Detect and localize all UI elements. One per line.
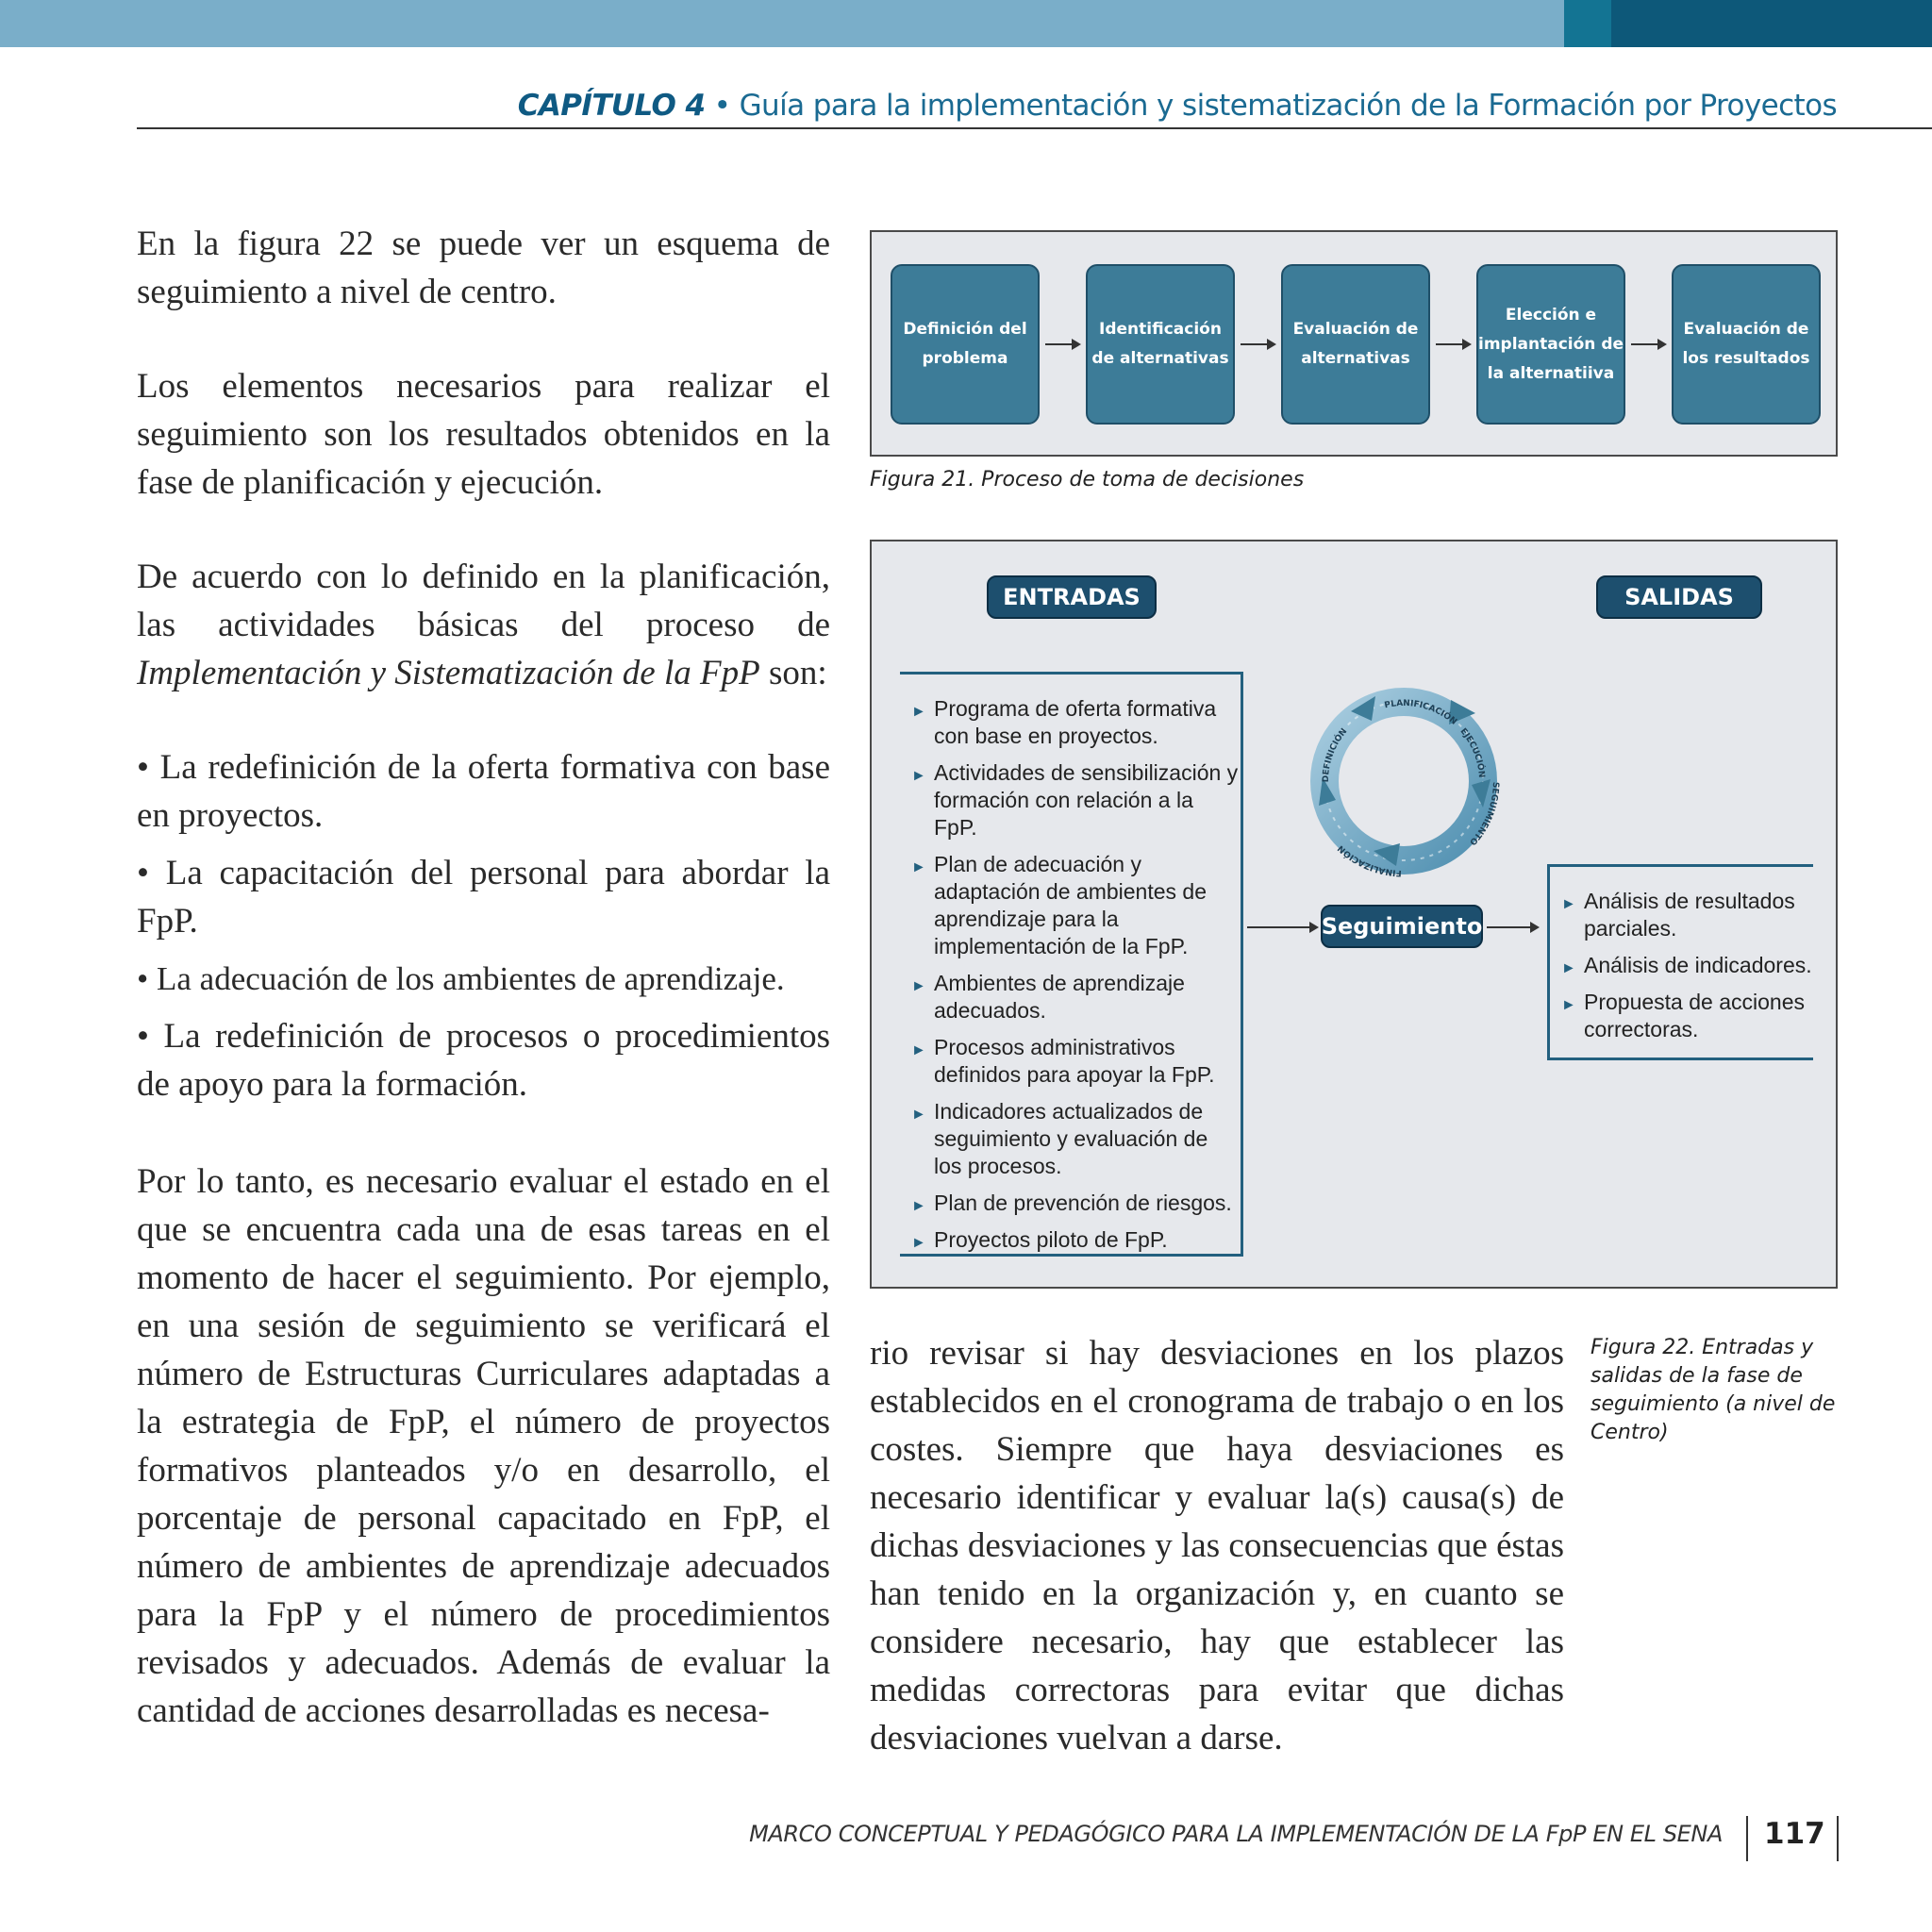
output-item bbox=[1550, 888, 1813, 942]
input-item-text: Proyectos piloto de FpP. bbox=[934, 1227, 1168, 1252]
bullet-text: La redefinición de la oferta formativa con base en proyectos. bbox=[137, 748, 830, 835]
bullet-item bbox=[137, 1012, 830, 1108]
output-item bbox=[1550, 952, 1813, 979]
page-number: 117 bbox=[1764, 1817, 1825, 1851]
header-rule bbox=[137, 127, 1932, 129]
figure-21-caption: Figura 21. Proceso de toma de decisiones bbox=[870, 468, 1305, 491]
figure-21-decision-process bbox=[870, 230, 1838, 457]
bullet-dot: • bbox=[137, 1017, 149, 1056]
cycle-label-seguimiento: SEGUIMIENTO bbox=[1467, 781, 1501, 847]
bullet-triangle-icon: ► bbox=[1561, 896, 1576, 912]
input-item-text: Plan de prevención de riesgos. bbox=[934, 1191, 1232, 1215]
paragraph-2: Los elementos necesarios para realizar el seguimiento son los resultados obtenidos en la fase de planificación y ejecución. bbox=[137, 367, 830, 502]
bullet-triangle-icon: ► bbox=[1561, 960, 1576, 976]
bullet-dot: • bbox=[137, 960, 149, 997]
bullet-triangle-icon: ► bbox=[911, 1235, 926, 1251]
footer-title: MARCO CONCEPTUAL Y PEDAGÓGICO PARA LA IMPLEMENTACIÓN DE LA FpP EN EL SENA bbox=[749, 1821, 1723, 1847]
output-item-text: Análisis de indicadores. bbox=[1584, 953, 1812, 977]
paragraph-3 bbox=[137, 553, 830, 697]
top-bar-light bbox=[0, 0, 1564, 47]
seguimiento-pill: Seguimiento bbox=[1321, 905, 1483, 948]
paragraph-3-start: De acuerdo con lo definido en la planificación, las actividades básicas del proceso de bbox=[137, 558, 830, 644]
input-item bbox=[900, 1226, 1241, 1254]
output-item-text: Propuesta de acciones correctoras. bbox=[1584, 990, 1805, 1041]
bullet-dot: • bbox=[137, 748, 149, 787]
step-box-5: Evaluación de los resultados bbox=[1672, 264, 1821, 425]
running-header bbox=[518, 89, 1837, 123]
cycle-diagram bbox=[1291, 668, 1517, 894]
input-item bbox=[900, 1098, 1241, 1180]
header-separator: • bbox=[705, 89, 740, 123]
arrow-right-icon bbox=[1436, 343, 1470, 345]
paragraph-4: Por lo tanto, es necesario evaluar el estado en el que se encuentra cada una de esas tareas en el momento de hacer el seguimiento. Por ejemplo, en una sesión de seguimiento se verificará el número de Estructuras Curriculares adaptadas a la estrategia de FpP, el número de proyectos formativos planteados y/o en desarrollo, el porcentaje de personal capacitado en FpP, el número de ambientes de aprendizaje adecuados para la FpP y el número de procedimientos revisados y adecuados. Además de evaluar la cantidad de acciones desarrolladas es necesa- bbox=[137, 1162, 830, 1730]
bullet-list bbox=[137, 743, 830, 1108]
bullet-triangle-icon: ► bbox=[911, 1042, 926, 1058]
footer-separator bbox=[1746, 1816, 1748, 1861]
input-item-text: Plan de adecuación y adaptación de ambientes de aprendizaje para la implementación de la FpP. bbox=[934, 852, 1207, 958]
input-item bbox=[900, 1034, 1241, 1089]
input-item bbox=[900, 695, 1241, 750]
input-item bbox=[900, 851, 1241, 960]
bullet-item bbox=[137, 743, 830, 840]
chapter-label: CAPÍTULO 4 bbox=[517, 89, 706, 123]
bullet-triangle-icon: ► bbox=[911, 704, 926, 720]
step-box-4: Elección e implantación de la alternatiiva bbox=[1476, 264, 1625, 425]
step-box-3: Evaluación de alternativas bbox=[1281, 264, 1430, 425]
bullet-triangle-icon: ► bbox=[911, 859, 926, 875]
cycle-label-planificacion: PLANIFICACIÓN bbox=[1383, 698, 1458, 727]
bullet-text: La adecuación de los ambientes de aprendizaje. bbox=[157, 960, 785, 997]
right-column-paragraph: rio revisar si hay desviaciones en los plazos establecidos en el cronograma de trabajo o en los costes. Siempre que haya desviaciones es necesario identificar y evaluar la(s) causa(s) de dichas desviaciones y las consecuencias que éstas han tenido en la organización y, en cuanto se considere necesario, hay que establecer las medidas correctoras para evitar que dichas desviaciones vuelvan a darse. bbox=[870, 1334, 1564, 1757]
entradas-pill: ENTRADAS bbox=[987, 575, 1157, 619]
top-bar-accent bbox=[1564, 0, 1611, 47]
input-item-text: Ambientes de aprendizaje adecuados. bbox=[934, 971, 1185, 1023]
left-column bbox=[137, 220, 830, 1735]
cycle-label-ejecucion: EJECUCIÓN bbox=[1457, 726, 1486, 778]
outputs-list bbox=[1547, 864, 1813, 1060]
output-item-text: Análisis de resultados parciales. bbox=[1584, 889, 1795, 941]
bullet-text: La capacitación del personal para abordar la FpP. bbox=[137, 854, 830, 941]
bullet-item bbox=[137, 955, 830, 1003]
inputs-list bbox=[900, 672, 1243, 1257]
paragraph-1: En la figura 22 se puede ver un esquema de seguimiento a nivel de centro. bbox=[137, 225, 830, 311]
arrow-right-icon bbox=[1045, 343, 1079, 345]
figure-22-caption: Figura 22. Entradas y salidas de la fase de seguimiento (a nivel de Centro) bbox=[1591, 1336, 1836, 1444]
salidas-pill: SALIDAS bbox=[1596, 575, 1762, 619]
top-bar-dark bbox=[1611, 0, 1932, 47]
bullet-triangle-icon: ► bbox=[911, 1107, 926, 1123]
arrow-right-icon bbox=[1247, 926, 1317, 928]
input-item-text: Procesos administrativos definidos para apoyar la FpP. bbox=[934, 1035, 1215, 1087]
footer-separator bbox=[1837, 1816, 1839, 1861]
figure-22-seguimiento bbox=[870, 540, 1838, 1289]
input-item-text: Indicadores actualizados de seguimiento y evaluación de los procesos. bbox=[934, 1099, 1208, 1178]
bullet-dot: • bbox=[137, 854, 149, 892]
input-item bbox=[900, 970, 1241, 1024]
step-box-2: Identificación de alternativas bbox=[1086, 264, 1235, 425]
step-box-1: Definición del problema bbox=[891, 264, 1040, 425]
input-item-text: Actividades de sensibilización y formación con relación a la FpP. bbox=[934, 760, 1239, 840]
arrow-right-icon bbox=[1487, 926, 1538, 928]
bullet-item bbox=[137, 849, 830, 945]
chapter-title: Guía para la implementación y sistematización de la Formación por Proyectos bbox=[739, 89, 1837, 123]
bullet-text: La redefinición de procesos o procedimientos de apoyo para la formación. bbox=[137, 1017, 831, 1104]
bullet-triangle-icon: ► bbox=[911, 768, 926, 784]
bullet-triangle-icon: ► bbox=[911, 1198, 926, 1214]
paragraph-3-italic: Implementación y Sistematización de la FpP bbox=[137, 654, 760, 692]
output-item bbox=[1550, 989, 1813, 1043]
arrow-right-icon bbox=[1631, 343, 1665, 345]
cycle-label-definicion: DEFINICIÓN bbox=[1321, 726, 1350, 783]
bullet-triangle-icon: ► bbox=[1561, 997, 1576, 1013]
input-item bbox=[900, 1190, 1241, 1217]
input-item-text: Programa de oferta formativa con base en proyectos. bbox=[934, 696, 1217, 748]
arrow-right-icon bbox=[1241, 343, 1274, 345]
input-item bbox=[900, 759, 1241, 841]
cycle-label-finalizacion: FINALIZACIÓN bbox=[1336, 842, 1403, 878]
paragraph-3-end: son: bbox=[759, 654, 827, 692]
bullet-triangle-icon: ► bbox=[911, 978, 926, 994]
